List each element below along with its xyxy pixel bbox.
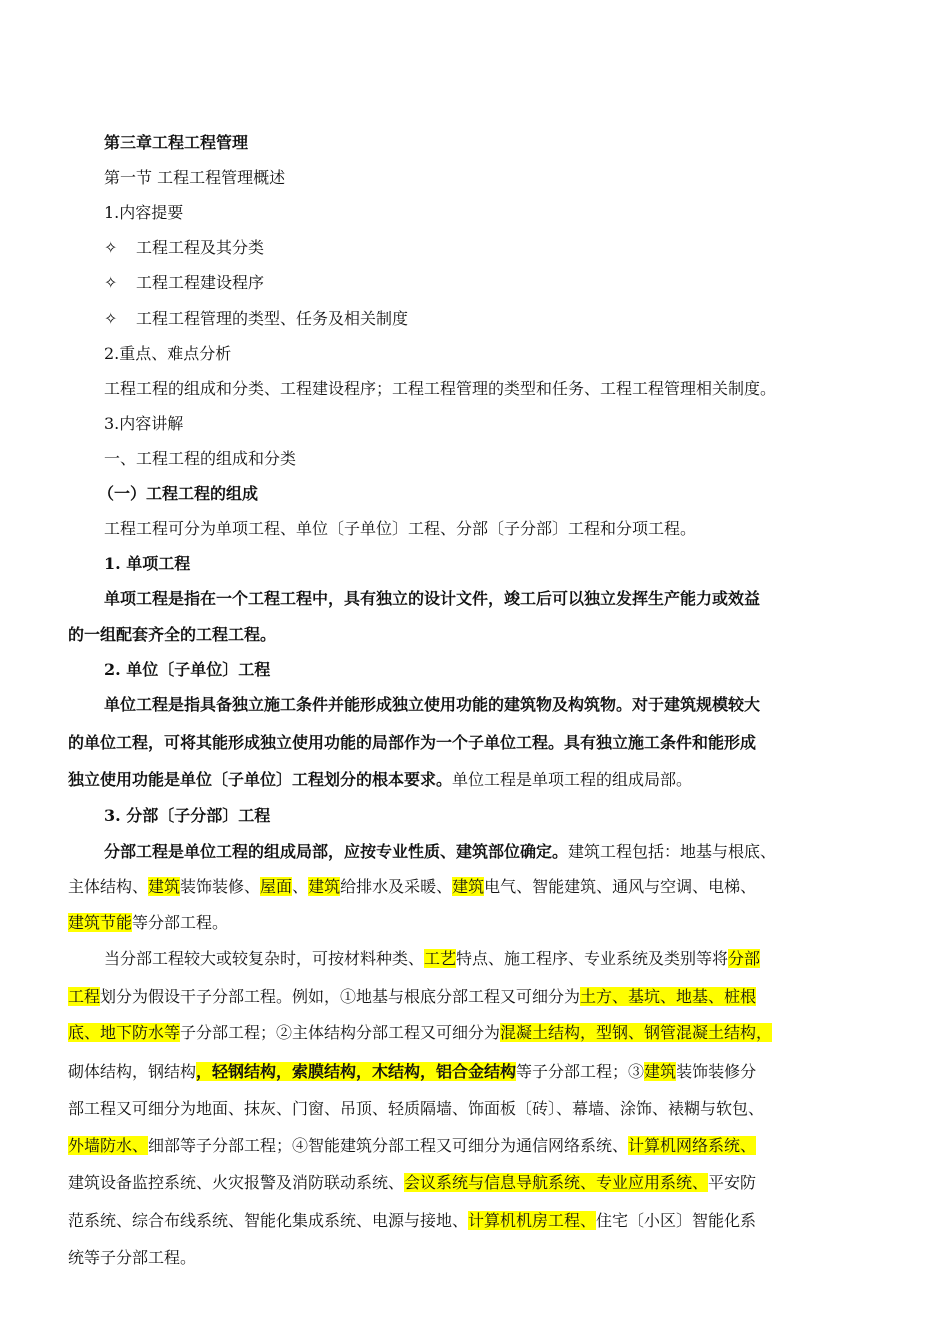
bullet-text: 工程工程管理的类型、任务及相关制度 xyxy=(136,309,409,328)
highlight-run: 会议系统与信息导航系统、专业应用系统、 xyxy=(404,1173,709,1192)
text-run: 、 xyxy=(292,877,309,896)
text-run: 建筑设备监控系统、火灾报警及消防联动系统、 xyxy=(68,1173,405,1192)
paragraph-line xyxy=(68,1022,772,1044)
item3-heading: 3. 分部〔子分部〕工程 xyxy=(104,806,271,825)
paragraph-line xyxy=(104,948,760,970)
text-run: 砌体结构，钢结构 xyxy=(68,1062,197,1081)
paragraph-line xyxy=(68,1135,756,1157)
bold-run: 分部工程是单位工程的组成局部，应按专业性质、建筑部位确定。 xyxy=(104,842,569,861)
paragraph-line: 部工程又可细分为地面、抹灰、门窗、吊顶、轻质隔墙、饰面板〔砖〕、幕墙、涂饰、裱糊与软包、 xyxy=(68,1099,765,1118)
bullet-item xyxy=(104,237,264,259)
highlight-run: 底、地下防水等 xyxy=(68,1023,181,1042)
text-run: 主体结构、 xyxy=(68,877,149,896)
highlight-run: 建筑 xyxy=(148,877,181,896)
text-run: 子分部工程；②主体结构分部工程又可细分为 xyxy=(180,1023,501,1042)
text-run: 当分部工程较大或较复杂时，可按材料种类、 xyxy=(104,949,425,968)
text-run: 特点、施工程序、专业系统及类别等将 xyxy=(456,949,729,968)
text-run: 等分部工程。 xyxy=(132,913,229,932)
paragraph-line xyxy=(68,1172,756,1194)
paragraph-line xyxy=(68,1061,756,1083)
bold-run: 独立使用功能是单位〔子单位〕工程划分的根本要求。 xyxy=(68,770,453,789)
bullet-item xyxy=(104,308,408,330)
text-run: 电气、智能建筑、通风与空调、电梯、 xyxy=(484,877,757,896)
item2-heading: 2. 单位〔子单位〕工程 xyxy=(104,660,271,679)
highlight-run: 计算机机房工程、 xyxy=(468,1211,597,1230)
highlight-run: ，轻钢结构，索膜结构，木结构，铝合金结构 xyxy=(196,1062,517,1081)
highlight-run: 计算机网络系统、 xyxy=(628,1136,757,1155)
part1-heading: 一、工程工程的组成和分类 xyxy=(104,449,297,468)
bullet-text: 工程工程建设程序 xyxy=(136,273,265,292)
highlight-run: 建筑 xyxy=(452,877,485,896)
paragraph-line: 统等子分部工程。 xyxy=(68,1248,197,1267)
paragraph-line xyxy=(68,1210,756,1232)
paragraph-line xyxy=(68,876,756,898)
highlight-run: 建筑 xyxy=(644,1062,677,1081)
highlight-run: 建筑 xyxy=(308,877,341,896)
diamond-bullet-icon: ✧ xyxy=(104,309,118,328)
sub1-text: 工程工程可分为单项工程、单位〔子单位〕工程、分部〔子分部〕工程和分项工程。 xyxy=(104,519,697,538)
paragraph-line xyxy=(104,841,776,863)
text-run: 住宅〔小区〕智能化系 xyxy=(596,1211,757,1230)
text-run: 装饰装修分 xyxy=(676,1062,757,1081)
highlight-run: 混凝土结构，型钢、钢管混凝土结构， xyxy=(500,1023,773,1042)
highlight-run: 外墙防水、 xyxy=(68,1136,149,1155)
highlight-run: 分部 xyxy=(728,949,761,968)
diamond-bullet-icon: ✧ xyxy=(104,273,118,292)
section-title: 第一节 工程工程管理概述 xyxy=(104,168,286,187)
highlight-run: 工艺 xyxy=(424,949,457,968)
text-run: 给排水及采暖、 xyxy=(340,877,453,896)
paragraph-line xyxy=(68,912,228,934)
paragraph-line xyxy=(68,986,756,1008)
item1-heading: 1. 单项工程 xyxy=(104,554,191,573)
sub1-heading: （一）工程工程的组成 xyxy=(98,484,259,503)
diamond-bullet-icon: ✧ xyxy=(104,238,118,257)
text-run: 等子分部工程；③ xyxy=(516,1062,645,1081)
text-run: 平安防 xyxy=(708,1173,757,1192)
item1-text: 的一组配套齐全的工程工程。 xyxy=(68,625,277,644)
item1-text: 单项工程是指在一个工程工程中，具有独立的设计文件，竣工后可以独立发挥生产能力或效益 xyxy=(104,589,761,608)
item2-text: 的单位工程，可将其能形成独立使用功能的局部作为一个子单位工程。具有独立施工条件和能形成 xyxy=(68,733,757,752)
plain-run: 建筑工程包括：地基与根底、 xyxy=(568,842,777,861)
item2-text xyxy=(68,769,692,791)
key-text: 工程工程的组成和分类、工程建设程序；工程工程管理的类型和任务、工程工程管理相关制度。 xyxy=(104,379,777,398)
highlight-run: 屋面 xyxy=(260,877,293,896)
chapter-title: 第三章工程工程管理 xyxy=(104,133,249,152)
bullet-text: 工程工程及其分类 xyxy=(136,238,265,257)
content-heading: 3.内容讲解 xyxy=(104,414,184,433)
plain-run: 单位工程是单项工程的组成局部。 xyxy=(452,770,693,789)
key-heading: 2.重点、难点分析 xyxy=(104,344,232,363)
text-run: 装饰装修、 xyxy=(180,877,261,896)
text-run: 细部等子分部工程；④智能建筑分部工程又可细分为通信网络系统、 xyxy=(148,1136,629,1155)
item2-text: 单位工程是指具备独立施工条件并能形成独立使用功能的建筑物及构筑物。对于建筑规模较大 xyxy=(104,695,761,714)
text-run: 范系统、综合布线系统、智能化集成系统、电源与接地、 xyxy=(68,1211,469,1230)
bullet-item xyxy=(104,272,264,294)
highlight-run: 工程 xyxy=(68,987,101,1006)
text-run: 划分为假设干子分部工程。例如，①地基与根底分部工程又可细分为 xyxy=(100,987,581,1006)
summary-heading: 1.内容提要 xyxy=(104,203,184,222)
highlight-run: 建筑节能 xyxy=(68,913,133,932)
highlight-run: 土方、基坑、地基、桩根 xyxy=(580,987,757,1006)
